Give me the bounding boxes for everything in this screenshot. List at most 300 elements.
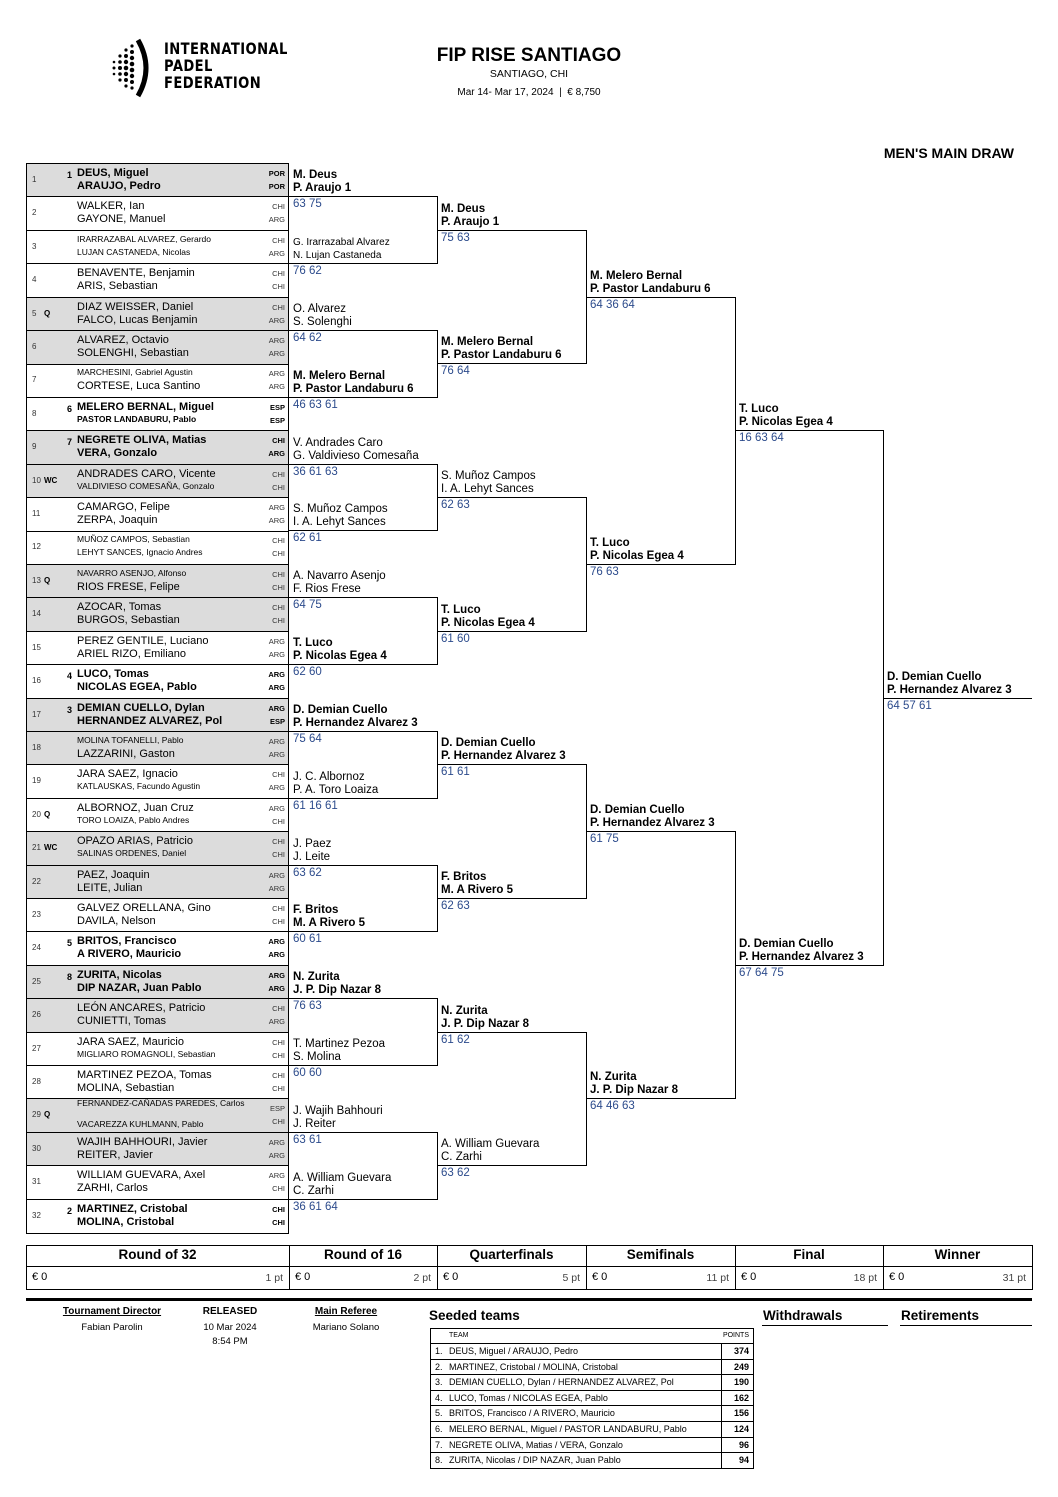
player-1-country: ARG bbox=[268, 870, 285, 880]
player-1-country: CHI bbox=[272, 603, 285, 613]
player-1-country: ARG bbox=[268, 937, 285, 947]
entry-tag: Q bbox=[44, 1110, 51, 1120]
player-2-name: CUNIETTI, Tomas bbox=[77, 1015, 167, 1028]
tournament-title: FIP RISE SANTIAGO bbox=[436, 45, 622, 66]
round-points: 18 pt bbox=[853, 1272, 877, 1284]
draw-number: 4 bbox=[32, 275, 37, 285]
sf-team bbox=[590, 804, 715, 830]
released-label: RELEASED bbox=[202, 1306, 258, 1317]
player-1-country: CHI bbox=[272, 1004, 285, 1014]
seeded-row bbox=[431, 1375, 753, 1391]
player-2-name: A RIVERO, Mauricio bbox=[77, 948, 182, 961]
player-1-name: ALBORNOZ, Juan Cruz bbox=[77, 801, 194, 814]
player-2-country: ARG bbox=[268, 215, 285, 225]
r16-score: 64 62 bbox=[293, 332, 322, 345]
draw-number: 20 bbox=[32, 809, 41, 819]
logo-line-2: PADEL bbox=[164, 56, 213, 75]
draw-number: 29 bbox=[32, 1110, 41, 1120]
seeded-row bbox=[431, 1438, 753, 1454]
player-2-name: VACAREZZA KUHLMANN, Pablo bbox=[77, 1119, 204, 1130]
r16-team bbox=[293, 904, 365, 930]
draw-row bbox=[27, 398, 288, 431]
player-1-name: CAMARGO, Felipe bbox=[77, 501, 170, 514]
draw-number: 19 bbox=[32, 776, 41, 786]
r16-team bbox=[293, 971, 381, 997]
bracket-line bbox=[289, 798, 437, 799]
player-1-name: IRARRAZABAL ALVAREZ, Gerardo bbox=[77, 233, 211, 244]
seeded-index: 2. bbox=[435, 1361, 443, 1372]
draw-number: 15 bbox=[32, 642, 41, 652]
r16-player-2: I. A. Lehyt Sances bbox=[293, 516, 386, 529]
bracket-line bbox=[735, 965, 883, 966]
draw-row bbox=[27, 364, 288, 397]
draw-number: 6 bbox=[32, 342, 37, 352]
draw-row bbox=[27, 632, 288, 665]
player-1-name: BENAVENTE, Benjamin bbox=[77, 267, 195, 280]
player-1-country: ARG bbox=[268, 970, 285, 980]
draw-number: 14 bbox=[32, 609, 41, 619]
entry-tag: WC bbox=[44, 475, 58, 485]
draw-row bbox=[27, 331, 288, 364]
player-1-name: DIAZ WEISSER, Daniel bbox=[77, 300, 194, 313]
player-2-country: ARG bbox=[268, 349, 285, 359]
r16-score: 75 64 bbox=[293, 732, 322, 745]
r16-player-1: J. C. Albornoz bbox=[293, 770, 365, 783]
sf-player-1: M. Melero Bernal bbox=[590, 269, 683, 282]
bracket-line bbox=[437, 1165, 586, 1166]
player-2-name: DAVILA, Nelson bbox=[77, 914, 156, 927]
seeded-row bbox=[431, 1344, 753, 1360]
draw-row bbox=[27, 164, 288, 197]
rounds-mid-line bbox=[26, 1266, 1032, 1267]
bracket-line bbox=[437, 363, 586, 364]
player-1-name: MARCHESINI, Gabriel Agustin bbox=[77, 367, 193, 378]
released-time: 8:54 PM bbox=[212, 1336, 248, 1347]
player-2-country: ARG bbox=[268, 248, 285, 258]
player-1-country: ARG bbox=[268, 736, 285, 746]
draw-row bbox=[27, 699, 288, 732]
r16-player-2: M. A Rivero 5 bbox=[293, 917, 365, 930]
player-2-name: ARAUJO, Pedro bbox=[77, 180, 161, 192]
player-2-name: HERNANDEZ ALVAREZ, Pol bbox=[77, 714, 223, 727]
r16-team bbox=[293, 704, 418, 730]
player-2-name: TORO LOAIZA, Pablo Andres bbox=[77, 814, 190, 825]
r16-player-1: D. Demian Cuello bbox=[293, 703, 388, 716]
qf-player-2: J. P. Dip Nazar 8 bbox=[441, 1017, 529, 1030]
seeded-team: BRITOS, Francisco / A RIVERO, Mauricio bbox=[449, 1408, 615, 1419]
round-points: 5 pt bbox=[562, 1272, 580, 1284]
r16-score: 36 61 63 bbox=[293, 465, 338, 478]
player-1-country: CHI bbox=[272, 436, 285, 446]
draw-number: 26 bbox=[32, 1010, 41, 1020]
player-2-name: DIP NAZAR, Juan Pablo bbox=[77, 981, 202, 994]
final-player-1: T. Luco bbox=[739, 403, 779, 416]
sf-player-2: J. P. Dip Nazar 8 bbox=[590, 1084, 678, 1097]
draw-number: 16 bbox=[32, 676, 41, 686]
bracket-line bbox=[289, 397, 437, 398]
bracket-line bbox=[437, 1032, 586, 1033]
seeded-team: NEGRETE OLIVA, Matias / VERA, Gonzalo bbox=[449, 1439, 623, 1450]
seeded-row bbox=[431, 1422, 753, 1438]
director-name: Fabian Parolin bbox=[81, 1322, 143, 1333]
player-1-country: CHI bbox=[272, 1204, 285, 1214]
draw-number: 32 bbox=[32, 1210, 41, 1220]
player-2-country: ARG bbox=[268, 1150, 285, 1160]
draw-number: 24 bbox=[32, 943, 41, 953]
player-2-name: FALCO, Lucas Benjamin bbox=[77, 313, 198, 326]
seeded-index: 8. bbox=[435, 1455, 443, 1466]
footer-divider bbox=[26, 1298, 1032, 1301]
player-1-name: LUCO, Tomas bbox=[77, 668, 149, 681]
qf-score: 63 62 bbox=[441, 1167, 470, 1180]
draw-row bbox=[27, 665, 288, 698]
tournament-dates-prize: Mar 14- Mar 17, 2024 | € 8,750 bbox=[457, 87, 601, 98]
draw-number: 18 bbox=[32, 742, 41, 752]
player-1-name: ZURITA, Nicolas bbox=[77, 968, 162, 981]
player-1-country: CHI bbox=[272, 569, 285, 579]
player-2-name: LUJAN CASTANEDA, Nicolas bbox=[77, 246, 191, 257]
player-2-country: ARG bbox=[268, 783, 285, 793]
released-date: 10 Mar 2024 bbox=[203, 1322, 257, 1333]
player-1-name: WAJIH BAHHOURI, Javier bbox=[77, 1135, 208, 1148]
bracket-line bbox=[289, 865, 437, 866]
sf-player-1: D. Demian Cuello bbox=[590, 804, 685, 817]
qf-player-2: M. A Rivero 5 bbox=[441, 883, 513, 896]
player-1-name: MELERO BERNAL, Miguel bbox=[77, 400, 214, 413]
referee-name: Mariano Solano bbox=[312, 1322, 380, 1333]
winner-player-2: P. Hernandez Alvarez 3 bbox=[887, 683, 1012, 696]
r16-player-2: J. Leite bbox=[293, 850, 331, 863]
draw-number: 17 bbox=[32, 709, 41, 719]
player-1-name: NAVARRO ASENJO, Alfonso bbox=[77, 567, 187, 578]
qf-score: 61 62 bbox=[441, 1033, 470, 1046]
player-2-country: CHI bbox=[272, 582, 285, 592]
draw-row bbox=[27, 498, 288, 531]
final-player-2: P. Hernandez Alvarez 3 bbox=[739, 950, 864, 963]
round-name: Round of 32 bbox=[118, 1247, 197, 1262]
r16-player-2: S. Molina bbox=[293, 1050, 341, 1063]
r16-team bbox=[293, 1038, 385, 1064]
player-1-name: PEREZ GENTILE, Luciano bbox=[77, 634, 209, 647]
bracket-line bbox=[289, 330, 437, 331]
round-prize: € 0 bbox=[592, 1271, 608, 1283]
seeded-index: 4. bbox=[435, 1392, 443, 1403]
qf-player-2: P. Hernandez Alvarez 3 bbox=[441, 750, 566, 763]
bracket-line bbox=[735, 430, 883, 431]
bracket-line bbox=[289, 597, 437, 598]
seed-number: 2 bbox=[67, 1205, 73, 1216]
player-2-country: CHI bbox=[272, 1117, 285, 1127]
player-2-country: CHI bbox=[272, 850, 285, 860]
draw-row bbox=[27, 1133, 288, 1166]
player-2-name: SALINAS ORDENES, Daniel bbox=[77, 848, 187, 859]
qf-score: 75 63 bbox=[441, 231, 470, 244]
seeded-index: 1. bbox=[435, 1346, 443, 1356]
qf-player-1: S. Muñoz Campos bbox=[441, 470, 536, 483]
final-player-1: D. Demian Cuello bbox=[739, 937, 834, 950]
player-2-name: REITER, Javier bbox=[77, 1148, 153, 1161]
round-prize: € 0 bbox=[443, 1271, 459, 1283]
r16-score: 61 16 61 bbox=[293, 799, 338, 812]
player-2-country: ARG bbox=[268, 649, 285, 659]
director-label: Tournament Director bbox=[62, 1306, 162, 1317]
r16-team bbox=[293, 637, 387, 663]
player-2-name: ARIEL RIZO, Emiliano bbox=[77, 647, 187, 660]
r16-player-2: S. Solenghi bbox=[293, 316, 352, 329]
logo-line-3: FEDERATION bbox=[164, 73, 262, 92]
player-1-name: OPAZO ARIAS, Patricio bbox=[77, 835, 193, 848]
draw-row bbox=[27, 1066, 288, 1099]
player-2-country: CHI bbox=[272, 1184, 285, 1194]
player-2-name: MOLINA, Cristobal bbox=[77, 1215, 175, 1228]
sf-player-2: P. Pastor Landaburu 6 bbox=[590, 282, 711, 295]
round-points: 2 pt bbox=[413, 1272, 431, 1284]
draw-number: 31 bbox=[32, 1177, 41, 1187]
r16-team bbox=[293, 370, 414, 396]
player-2-country: ARG bbox=[268, 749, 285, 759]
player-1-name: FERNANDEZ-CAÑADAS PAREDES, Carlos bbox=[77, 1098, 245, 1109]
seeded-team: DEMIAN CUELLO, Dylan / HERNANDEZ ALVAREZ, Pol bbox=[449, 1377, 674, 1388]
r16-player-1: O. Alvarez bbox=[293, 303, 347, 316]
draw-row bbox=[27, 1166, 288, 1199]
rounds-top-line bbox=[26, 1245, 1032, 1246]
qf-player-1: N. Zurita bbox=[441, 1004, 488, 1017]
seeded-index: 7. bbox=[435, 1439, 443, 1450]
referee-label: Main Referee bbox=[314, 1306, 378, 1317]
player-1-name: DEMIAN CUELLO, Dylan bbox=[77, 701, 205, 714]
r16-player-1: T. Martinez Pezoa bbox=[293, 1037, 386, 1050]
r16-score: 62 61 bbox=[293, 532, 322, 545]
player-1-name: JARA SAEZ, Mauricio bbox=[77, 1035, 184, 1048]
final-team bbox=[739, 403, 833, 429]
final-score: 16 63 64 bbox=[739, 432, 784, 445]
qf-player-2: P. Nicolas Egea 4 bbox=[441, 616, 535, 629]
r16-player-2: N. Lujan Castaneda bbox=[293, 250, 382, 262]
bracket-line bbox=[586, 297, 735, 298]
player-1-name: JARA SAEZ, Ignacio bbox=[77, 768, 178, 781]
r16-player-1: V. Andrades Caro bbox=[293, 436, 383, 449]
player-2-name: VERA, Gonzalo bbox=[77, 447, 158, 460]
player-2-name: KATLAUSKAS, Facundo Agustin bbox=[77, 781, 201, 792]
draw-row bbox=[27, 1200, 288, 1233]
r16-score: 76 63 bbox=[293, 1000, 322, 1013]
bracket-line bbox=[437, 631, 586, 632]
bracket-line bbox=[289, 1199, 437, 1200]
qf-team bbox=[441, 470, 536, 496]
player-1-country: CHI bbox=[272, 536, 285, 546]
player-2-country: ARG bbox=[268, 1017, 285, 1027]
round-name: Semifinals bbox=[626, 1247, 695, 1262]
r16-player-1: S. Muñoz Campos bbox=[293, 503, 388, 516]
seeded-team: ZURITA, Nicolas / DIP NAZAR, Juan Pablo bbox=[449, 1455, 621, 1466]
draw-row bbox=[27, 431, 288, 464]
r16-player-1: A. Navarro Asenjo bbox=[293, 570, 386, 583]
draw-row bbox=[27, 531, 288, 564]
r16-player-1: M. Melero Bernal bbox=[293, 369, 386, 382]
seeded-points: 124 bbox=[721, 1422, 753, 1437]
player-1-country: CHI bbox=[272, 1037, 285, 1047]
draw-row bbox=[27, 1099, 288, 1132]
player-1-name: PAEZ, Joaquin bbox=[77, 868, 150, 881]
player-2-name: ARIS, Sebastian bbox=[77, 280, 158, 293]
draw-number: 9 bbox=[32, 442, 37, 452]
draw-row bbox=[27, 999, 288, 1032]
seeded-points: 156 bbox=[721, 1406, 753, 1421]
player-1-name: MARTINEZ PEZOA, Tomas bbox=[77, 1068, 212, 1081]
r16-score: 36 61 64 bbox=[293, 1200, 338, 1213]
team-header: TEAM bbox=[449, 1332, 469, 1339]
player-2-name: SOLENGHI, Sebastian bbox=[77, 347, 189, 360]
seeded-row bbox=[431, 1453, 753, 1468]
sf-team bbox=[590, 1071, 678, 1097]
sf-score: 64 46 63 bbox=[590, 1100, 635, 1113]
r16-player-1: N. Zurita bbox=[293, 971, 340, 984]
r16-player-2: P. Nicolas Egea 4 bbox=[293, 650, 387, 663]
r16-player-1: G. Irarrazabal Alvarez bbox=[293, 237, 390, 249]
sf-score: 61 75 bbox=[590, 833, 619, 846]
bracket-line bbox=[289, 530, 437, 531]
player-2-name: CORTESE, Luca Santino bbox=[77, 380, 201, 393]
bracket-line bbox=[289, 998, 437, 999]
draw-row bbox=[27, 231, 288, 264]
r16-score: 64 75 bbox=[293, 599, 322, 612]
r16-player-2: P. Araujo 1 bbox=[293, 182, 352, 195]
player-1-country: POR bbox=[268, 169, 285, 178]
draw-row bbox=[27, 598, 288, 631]
round-prize: € 0 bbox=[295, 1271, 311, 1283]
sf-player-1: T. Luco bbox=[590, 536, 630, 549]
draw-number: 25 bbox=[32, 976, 41, 986]
seeded-table-header bbox=[431, 1329, 753, 1344]
draw-number: 5 bbox=[32, 308, 37, 318]
draw-number: 30 bbox=[32, 1143, 41, 1153]
bracket-line bbox=[289, 196, 437, 197]
draw-row bbox=[27, 1033, 288, 1066]
qf-team bbox=[441, 336, 562, 362]
r16-team bbox=[293, 771, 378, 797]
r16-player-2: J. Reiter bbox=[293, 1117, 336, 1130]
player-2-name: BURGOS, Sebastian bbox=[77, 614, 180, 627]
player-2-country: CHI bbox=[272, 1050, 285, 1060]
winner-score: 64 57 61 bbox=[887, 699, 932, 712]
draw-row bbox=[27, 966, 288, 999]
seed-number: 7 bbox=[67, 437, 73, 448]
qf-player-1: A. William Guevara bbox=[441, 1138, 540, 1151]
qf-player-2: C. Zarhi bbox=[441, 1151, 482, 1164]
withdrawals-label: Withdrawals bbox=[763, 1308, 843, 1323]
final-player-2: P. Nicolas Egea 4 bbox=[739, 416, 833, 429]
sf-team bbox=[590, 270, 711, 296]
draw-number: 11 bbox=[32, 509, 41, 519]
bracket-line bbox=[289, 731, 437, 732]
points-header: POINTS bbox=[722, 1332, 749, 1339]
seeded-teams-label: Seeded teams bbox=[429, 1308, 520, 1323]
entry-tag: Q bbox=[44, 308, 51, 318]
player-2-country: CHI bbox=[272, 282, 285, 292]
retirements-underline bbox=[900, 1325, 1032, 1326]
round-name: Quarterfinals bbox=[469, 1247, 554, 1262]
player-1-country: CHI bbox=[272, 302, 285, 312]
bracket-line bbox=[883, 698, 1032, 699]
round-points: 1 pt bbox=[265, 1272, 283, 1284]
player-2-country: ARG bbox=[268, 883, 285, 893]
player-1-country: CHI bbox=[272, 903, 285, 913]
final-team bbox=[739, 938, 864, 964]
sf-score: 76 63 bbox=[590, 565, 619, 578]
player-2-name: ZARHI, Carlos bbox=[77, 1182, 148, 1195]
draw-row bbox=[27, 732, 288, 765]
player-2-name: LEHYT SANCES, Ignacio Andres bbox=[77, 547, 203, 558]
bracket-line bbox=[437, 898, 586, 899]
draw-row bbox=[27, 264, 288, 297]
player-1-country: CHI bbox=[272, 202, 285, 212]
player-2-country: CHI bbox=[272, 616, 285, 626]
player-2-country: POR bbox=[268, 182, 285, 191]
player-2-country: CHI bbox=[272, 916, 285, 926]
bracket-line bbox=[289, 1065, 437, 1066]
r16-player-2: C. Zarhi bbox=[293, 1184, 334, 1197]
draw-row bbox=[27, 832, 288, 865]
player-2-country: ESP bbox=[269, 716, 285, 726]
draw-table bbox=[26, 163, 289, 1234]
r16-team bbox=[293, 236, 390, 262]
player-2-name: PASTOR LANDABURU, Pablo bbox=[77, 413, 197, 424]
r16-player-2: P. Hernandez Alvarez 3 bbox=[293, 716, 418, 729]
entry-tag: Q bbox=[44, 809, 51, 819]
round-prize: € 0 bbox=[741, 1271, 757, 1283]
r16-team bbox=[293, 169, 351, 195]
draw-number: 21 bbox=[32, 843, 41, 853]
bracket-line bbox=[437, 497, 586, 498]
bracket-line bbox=[586, 1098, 735, 1099]
player-1-country: ARG bbox=[268, 503, 285, 513]
winner-player-1: D. Demian Cuello bbox=[887, 670, 982, 683]
withdrawals-underline bbox=[762, 1325, 888, 1326]
round-name: Round of 16 bbox=[324, 1247, 402, 1262]
player-2-country: ARG bbox=[268, 382, 285, 392]
player-1-name: WILLIAM GUEVARA, Axel bbox=[77, 1169, 206, 1182]
draw-number: 27 bbox=[32, 1043, 41, 1053]
qf-player-1: M. Deus bbox=[441, 202, 486, 215]
round-name: Winner bbox=[934, 1247, 981, 1262]
seed-number: 3 bbox=[67, 704, 73, 715]
qf-team bbox=[441, 1138, 539, 1164]
sf-player-2: P. Nicolas Egea 4 bbox=[590, 549, 684, 562]
player-1-country: ARG bbox=[268, 803, 285, 813]
player-1-country: CHI bbox=[272, 235, 285, 245]
r16-player-1: J. Paez bbox=[293, 837, 332, 850]
round-prize: € 0 bbox=[889, 1271, 905, 1283]
seeded-index: 6. bbox=[435, 1423, 443, 1434]
player-2-name: GAYONE, Manuel bbox=[77, 213, 166, 226]
seeded-team: LUCO, Tomas / NICOLAS EGEA, Pablo bbox=[449, 1392, 608, 1403]
r16-team bbox=[293, 1105, 383, 1131]
draw-row bbox=[27, 866, 288, 899]
seeded-points: 374 bbox=[721, 1344, 753, 1359]
player-1-country: ARG bbox=[268, 336, 285, 346]
player-1-name: MUÑOZ CAMPOS, Sebastian bbox=[77, 534, 190, 545]
draw-number: 2 bbox=[32, 208, 37, 218]
player-1-country: CHI bbox=[272, 1070, 285, 1080]
draw-number: 1 bbox=[32, 175, 37, 184]
player-1-country: ARG bbox=[268, 670, 285, 680]
player-2-country: ARG bbox=[268, 983, 285, 993]
qf-score: 62 63 bbox=[441, 899, 470, 912]
player-2-name: LEITE, Julian bbox=[77, 881, 143, 894]
qf-score: 76 64 bbox=[441, 365, 470, 378]
draw-number: 13 bbox=[32, 575, 41, 585]
player-1-name: MARTINEZ, Cristobal bbox=[77, 1202, 188, 1215]
